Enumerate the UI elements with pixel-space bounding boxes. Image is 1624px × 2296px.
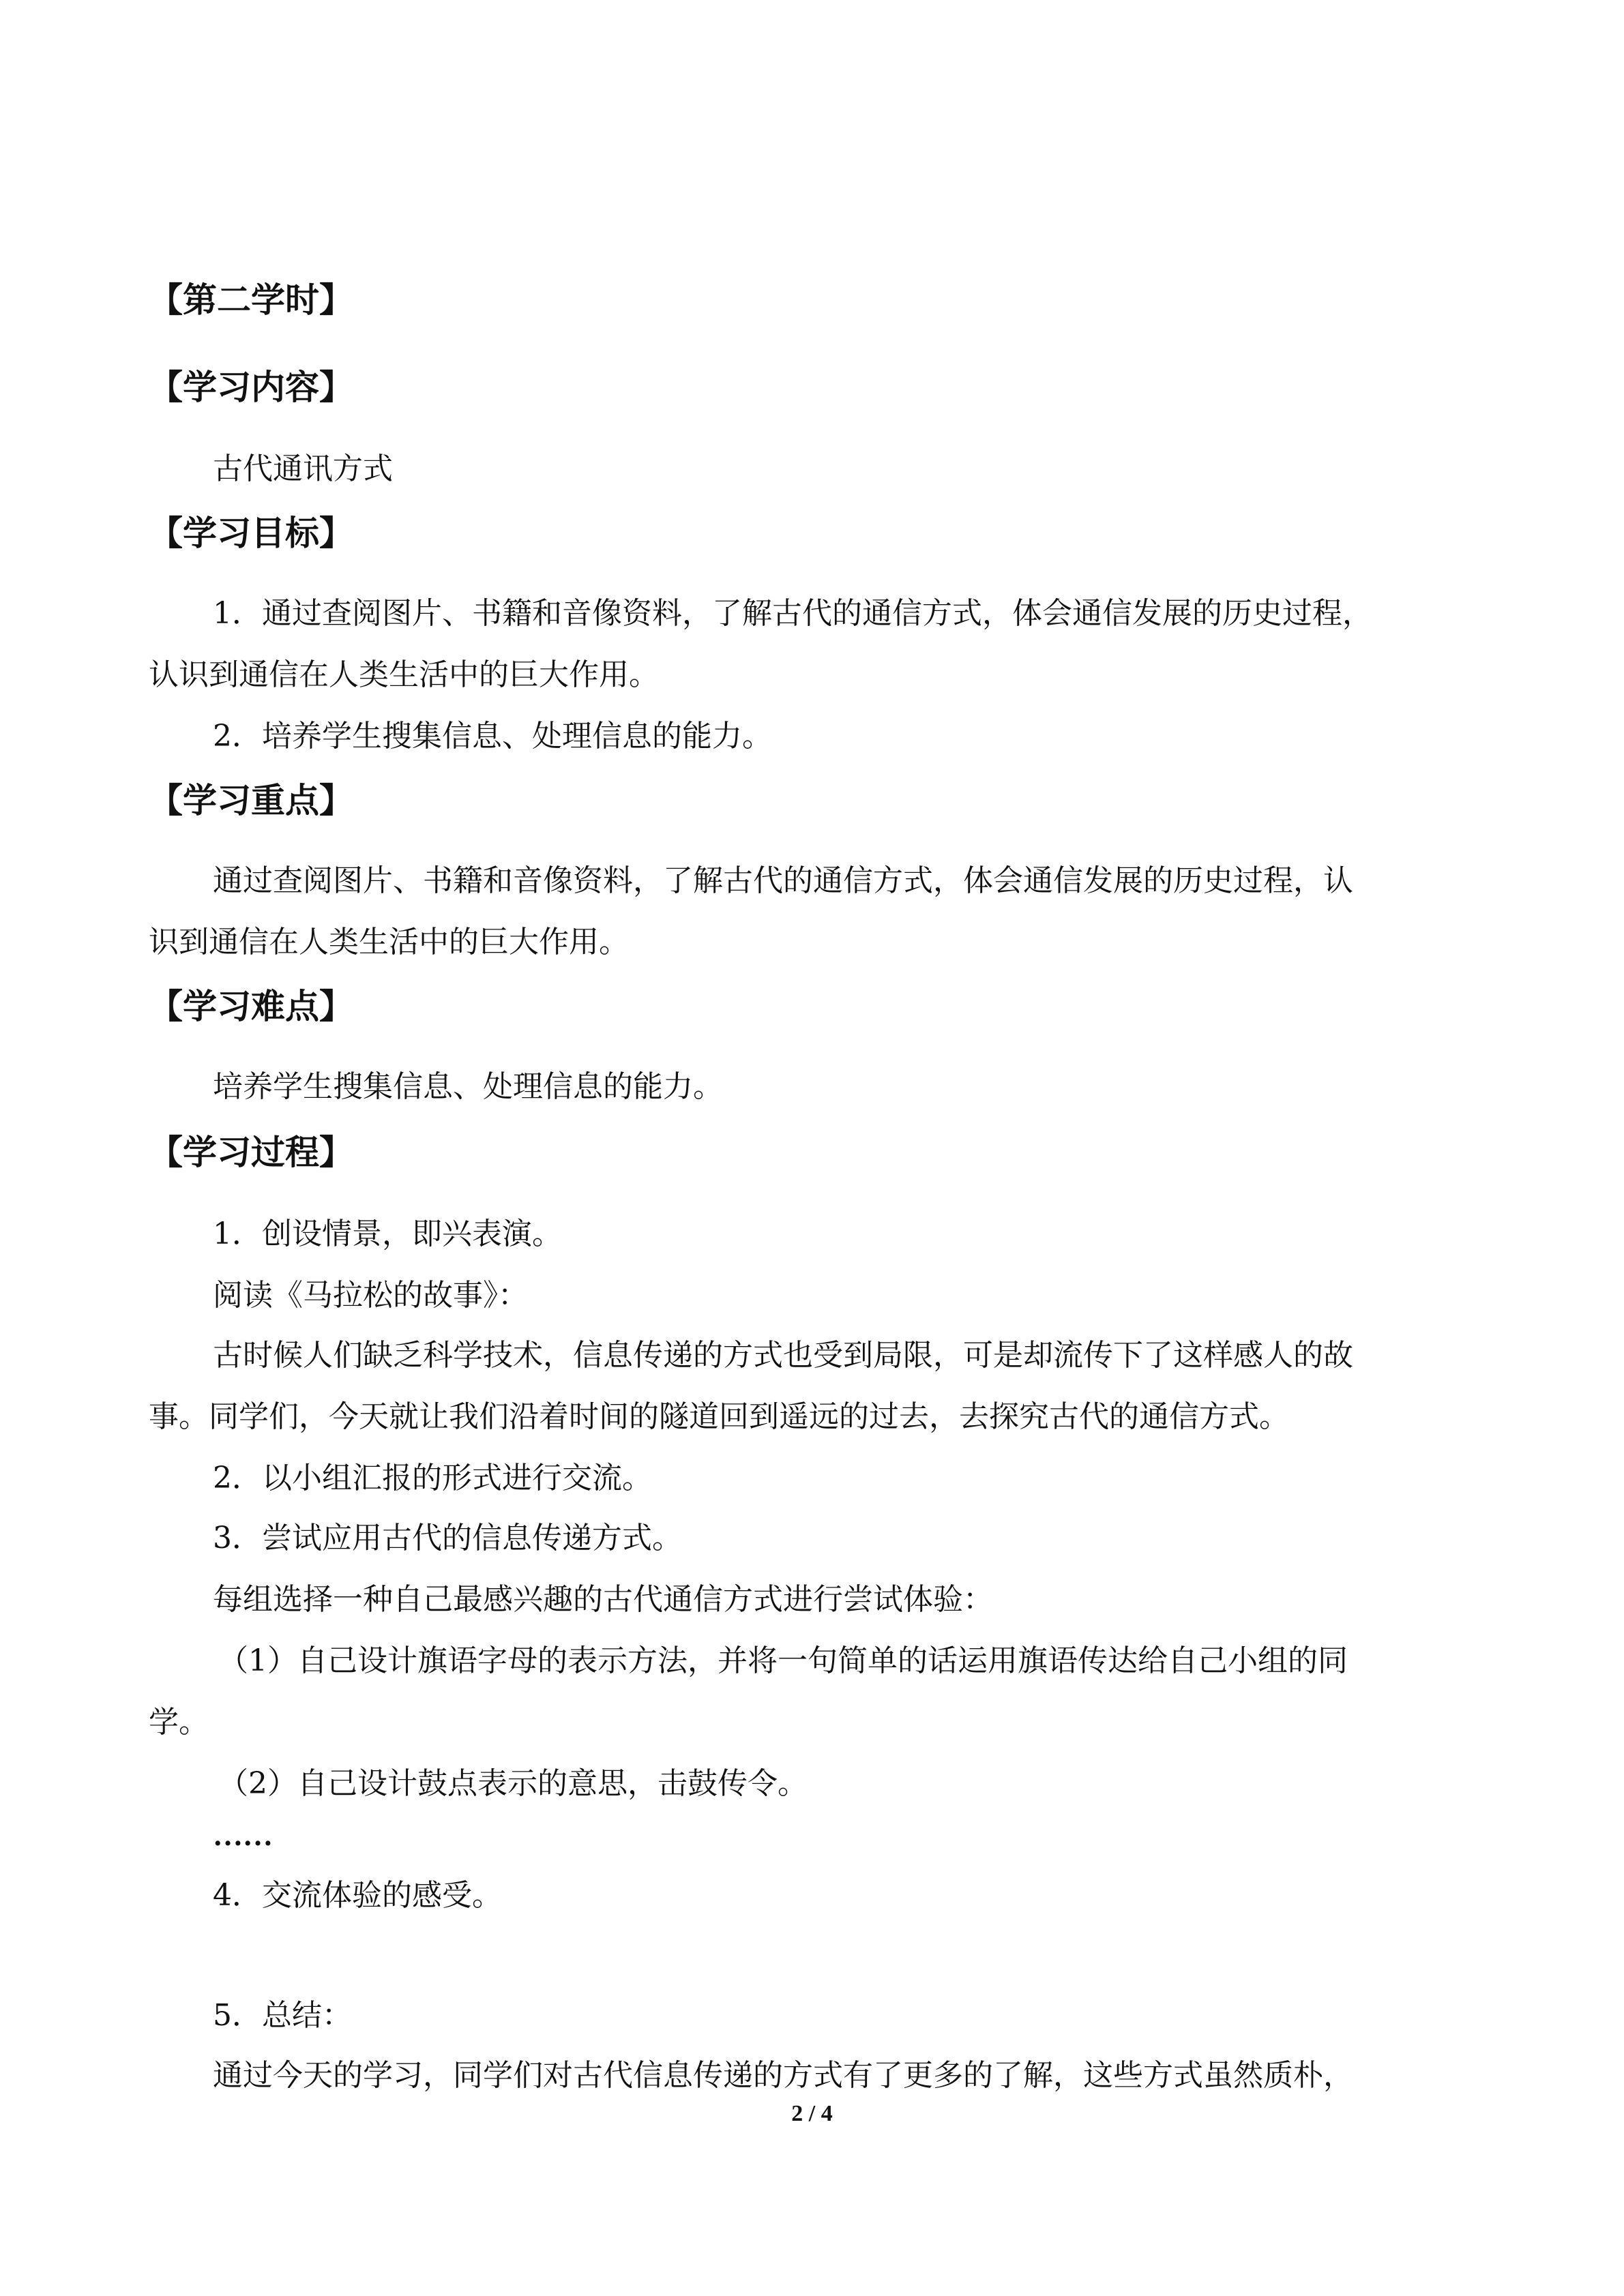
step-5: 5．总结： (213, 1998, 352, 2033)
step-1: 1．创设情景，即兴表演。 (213, 1217, 562, 1251)
key-heading: 【学习重点】 (149, 781, 353, 820)
step-1-read: 阅读《马拉松的故事》： (213, 1278, 528, 1313)
content-heading: 【学习内容】 (149, 368, 353, 407)
lesson-period-heading: 【第二学时】 (149, 280, 353, 320)
step-5-text: 通过今天的学习，同学们对古代信息传递的方式有了更多的了解，这些方式虽然质朴， (213, 2058, 1353, 2093)
goal-2: 2．培养学生搜集信息、处理信息的能力。 (213, 719, 772, 754)
process-heading: 【学习过程】 (149, 1133, 353, 1172)
step-3-item1-line2: 学。 (149, 1705, 209, 1740)
key-line2: 识到通信在人类生活中的巨大作用。 (149, 925, 629, 959)
difficulty-text: 培养学生搜集信息、处理信息的能力。 (213, 1069, 723, 1104)
goals-heading: 【学习目标】 (149, 513, 353, 553)
step-3-item1-line1: （1）自己设计旗语字母的表示方法，并将一句简单的话运用旗语传达给自己小组的同 (218, 1643, 1348, 1678)
step-4: 4．交流体验的感受。 (213, 1878, 502, 1913)
key-line1: 通过查阅图片、书籍和音像资料，了解古代的通信方式，体会通信发展的历史过程，认 (213, 863, 1353, 898)
step-3: 3．尝试应用古代的信息传递方式。 (213, 1521, 682, 1555)
goal-1-line1: 1．通过查阅图片、书籍和音像资料，了解古代的通信方式，体会通信发展的历史过程， (213, 596, 1372, 631)
content-text: 古代通讯方式 (213, 451, 393, 486)
goal-1-line2: 认识到通信在人类生活中的巨大作用。 (149, 657, 659, 692)
step-1-story-line2: 事。同学们，今天就让我们沿着时间的隧道回到遥远的过去，去探究古代的通信方式。 (149, 1399, 1289, 1434)
step-3-more: …… (213, 1819, 273, 1852)
difficulty-heading: 【学习难点】 (149, 987, 353, 1026)
step-2: 2．以小组汇报的形式进行交流。 (213, 1461, 652, 1495)
page-number: 2 / 4 (791, 2101, 833, 2126)
step-1-story-line1: 古时候人们缺乏科学技术，信息传递的方式也受到局限，可是却流传下了这样感人的故 (213, 1338, 1353, 1373)
step-3-item2: （2）自己设计鼓点表示的意思，击鼓传令。 (218, 1766, 808, 1801)
step-3-intro: 每组选择一种自己最感兴趣的古代通信方式进行尝试体验： (213, 1582, 993, 1617)
